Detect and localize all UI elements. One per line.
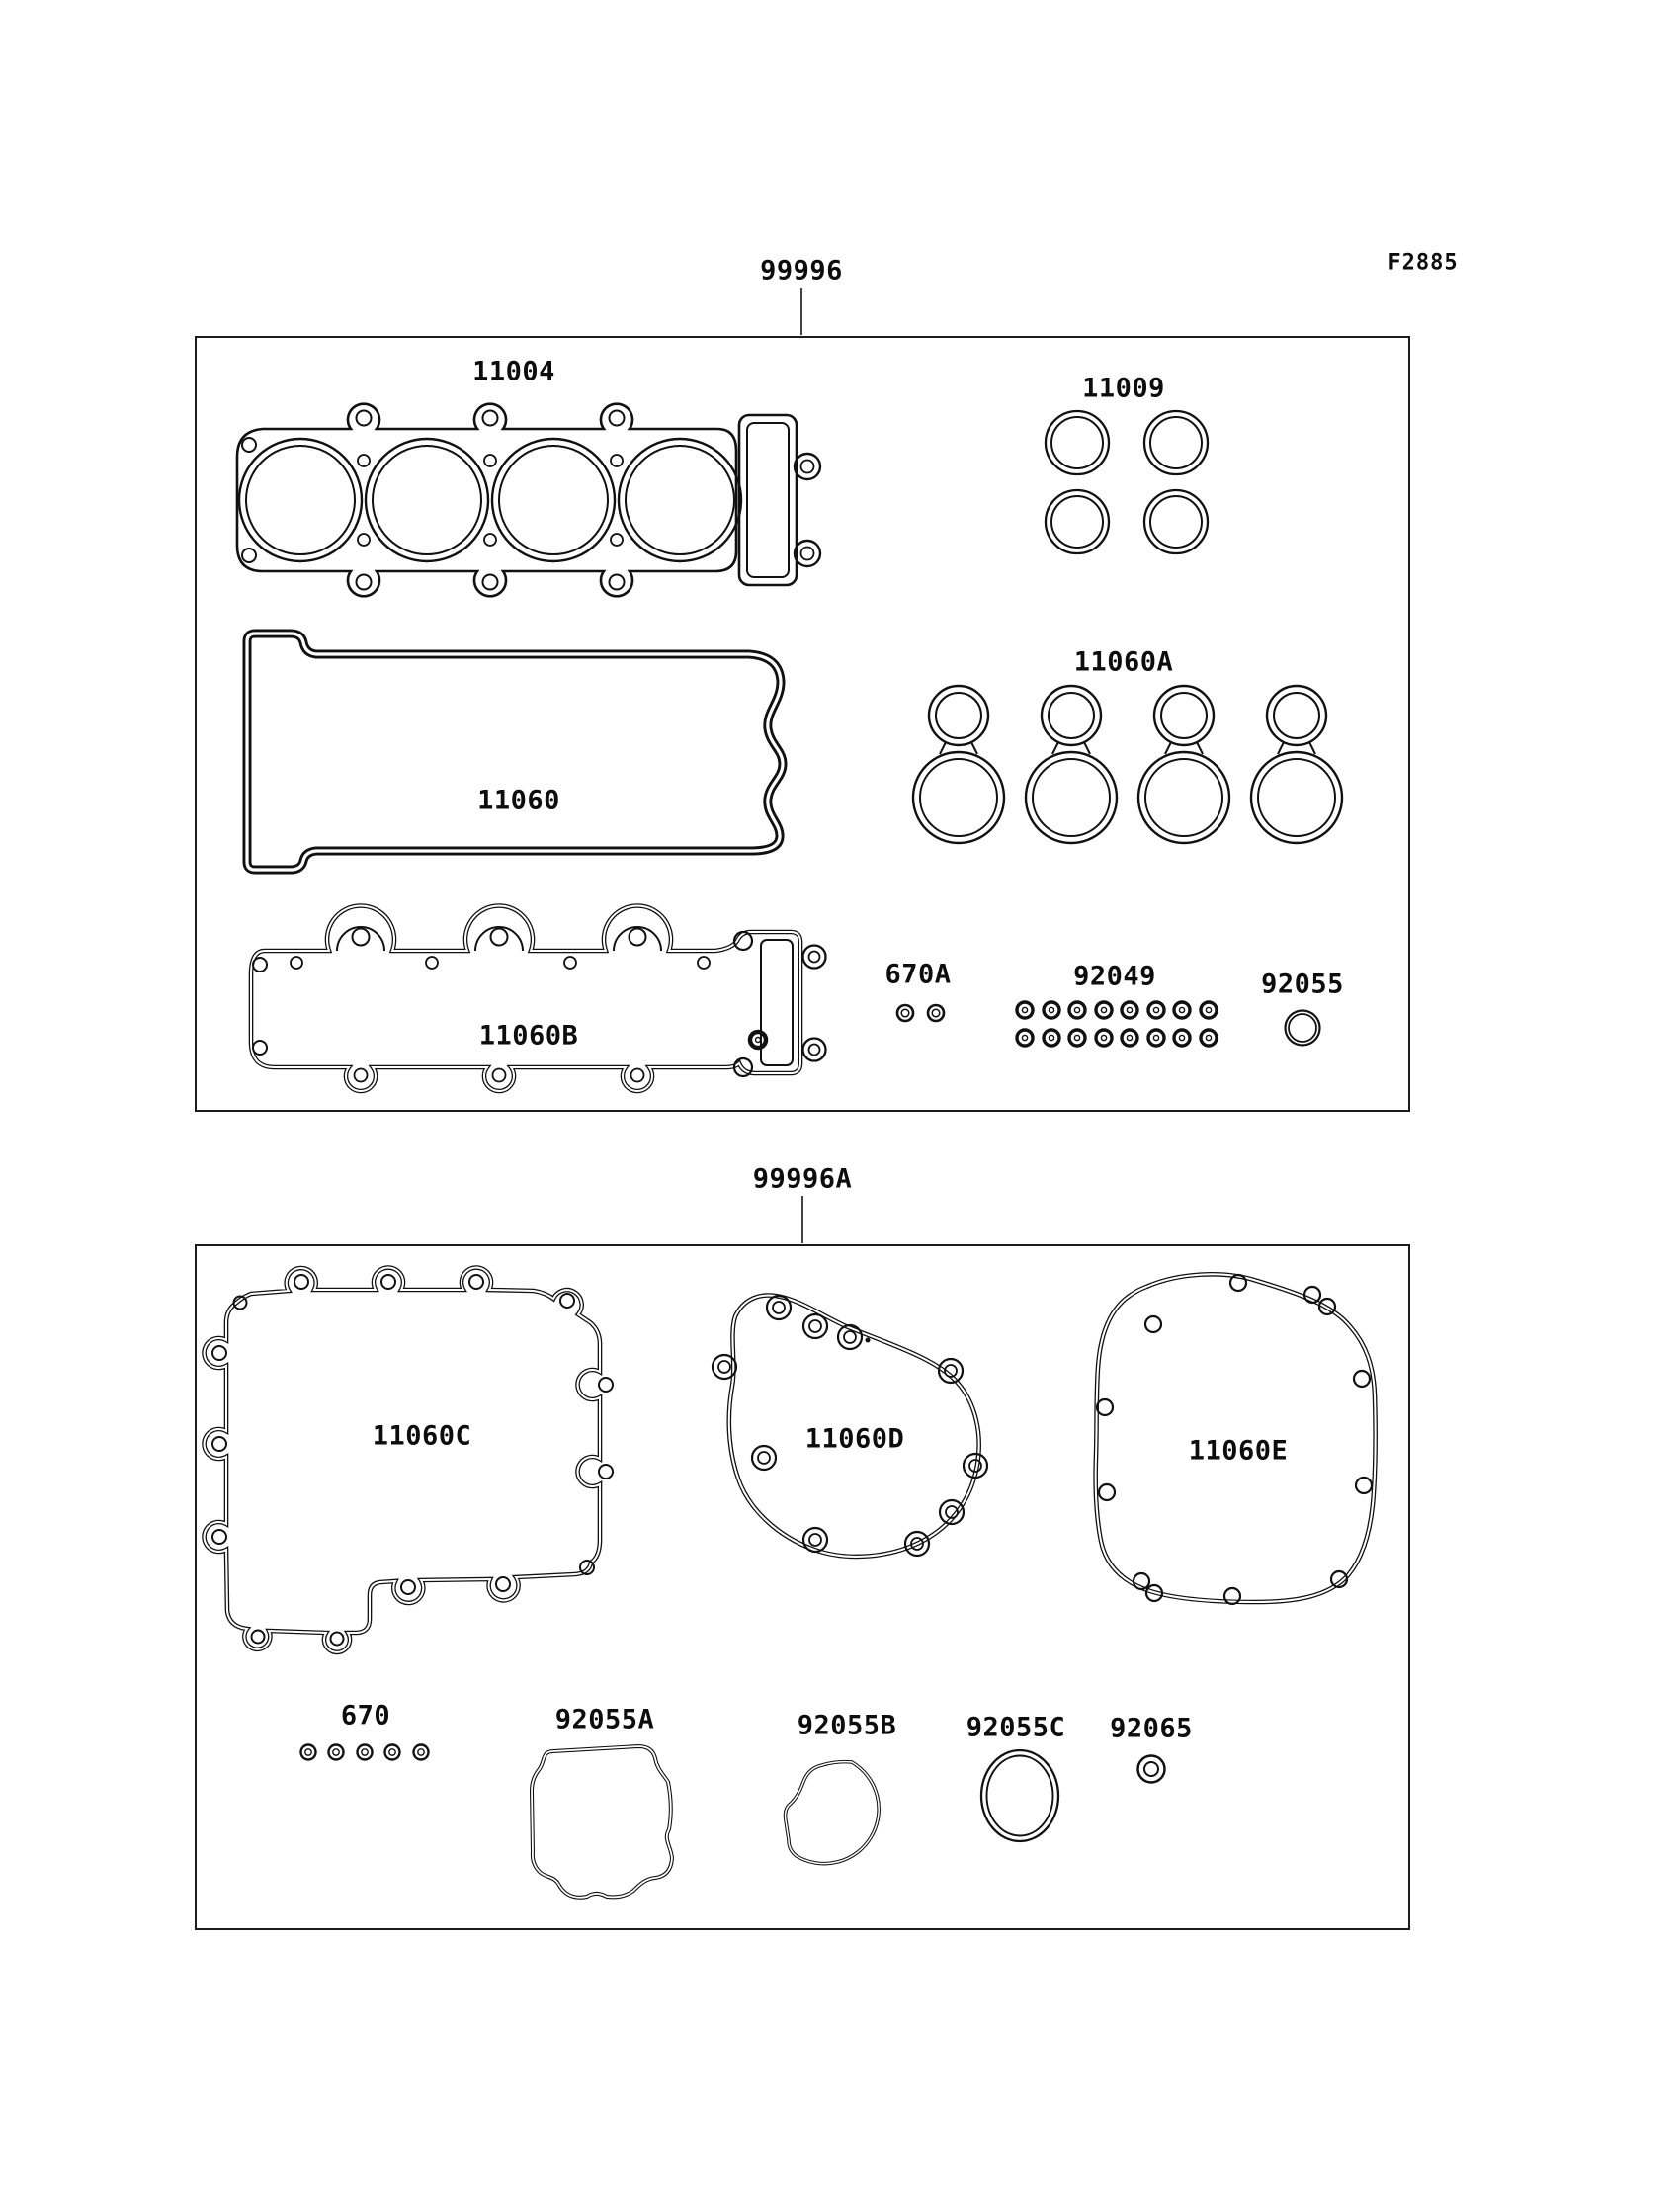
- part-label-clutch-cover-gasket: 11060E: [1188, 1435, 1289, 1467]
- part-label-plug-tube-seals: 11060A: [1073, 646, 1174, 678]
- part-label-oil-pan-gasket: 11060C: [372, 1420, 472, 1452]
- part-label-cover-gasket-c: 92055C: [966, 1712, 1066, 1743]
- part-label-oring-large: 92055: [1261, 969, 1344, 1000]
- part-label-cover-gasket-b: 92055B: [797, 1710, 897, 1741]
- kit-top-panel: [195, 336, 1410, 1112]
- part-label-lower-cover-gasket: 11060B: [478, 1020, 579, 1052]
- part-label-seal-set: 92049: [1073, 961, 1156, 992]
- part-label-head-gasket: 11004: [472, 356, 555, 387]
- part-label-generator-cover-gasket: 11060D: [804, 1423, 905, 1455]
- kit-bottom-label: 99996A: [752, 1163, 853, 1195]
- part-label-oring-small: 92065: [1110, 1713, 1193, 1744]
- part-label-exhaust-rings: 11009: [1082, 373, 1165, 404]
- part-label-head-cover-gasket: 11060: [477, 785, 560, 816]
- figure-code: F2885: [1387, 250, 1459, 276]
- part-label-orings-670: 670: [340, 1700, 391, 1732]
- part-label-cover-gasket-a: 92055A: [554, 1704, 655, 1735]
- part-label-orings-670a: 670A: [884, 959, 952, 990]
- kit-bottom-panel: [195, 1244, 1410, 1930]
- kit-top-label: 99996: [760, 255, 843, 287]
